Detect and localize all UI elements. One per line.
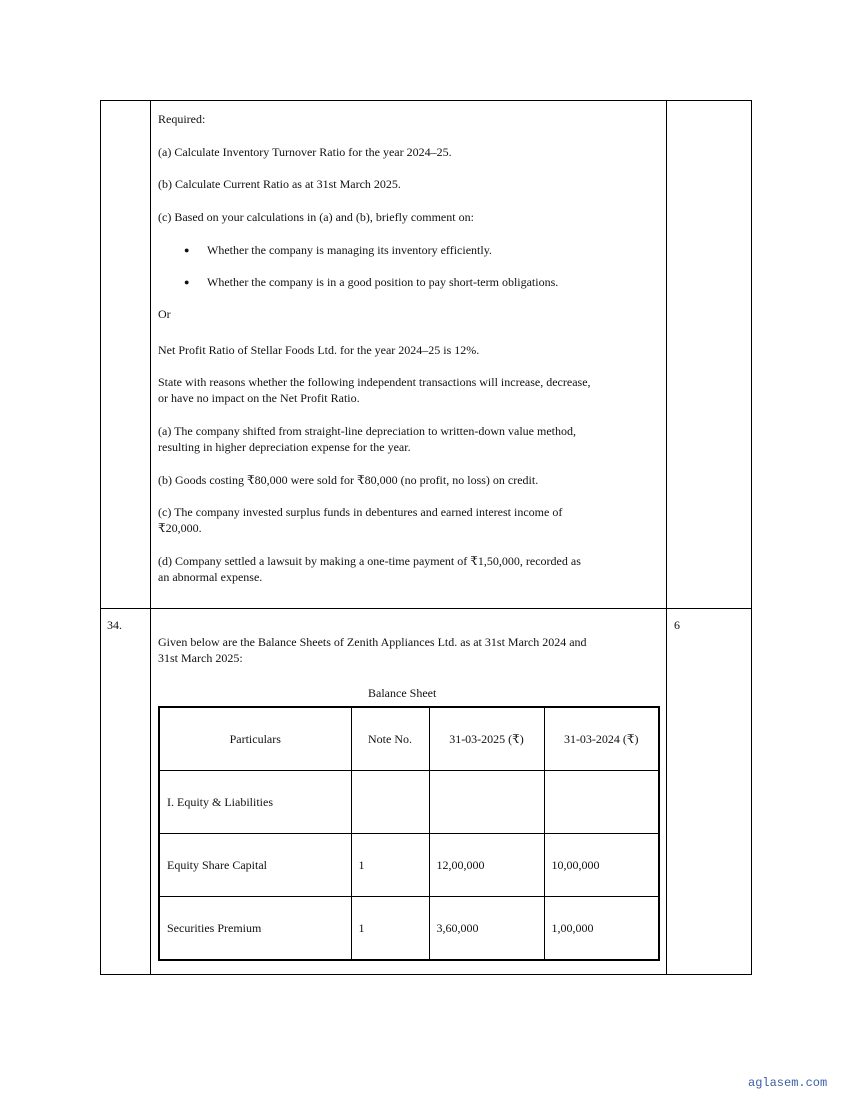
table-header-row: [159, 707, 659, 771]
header-cell: 31-03-2025 (₹): [429, 707, 544, 771]
bullet-icon: ●: [184, 245, 190, 255]
table-cell: I. Equity & Liabilities: [159, 771, 351, 834]
bullet-item: Whether the company is managing its inventory efficiently.: [207, 243, 492, 257]
question-intro: 31st March 2025:: [158, 651, 243, 665]
transaction-item-a: resulting in higher depreciation expense for the year.: [158, 440, 411, 454]
table-cell: [351, 771, 429, 834]
column-divider-2: [666, 100, 667, 975]
table-cell: 1: [351, 897, 429, 961]
table-row: [159, 897, 659, 961]
table-title: Balance Sheet: [368, 686, 437, 700]
question-marks: 6: [674, 618, 680, 632]
header-cell: 31-03-2024 (₹): [544, 707, 659, 771]
or-label: Or: [158, 307, 171, 321]
bullet-item: Whether the company is in a good position to pay short-term obligations.: [207, 275, 559, 289]
transaction-item-c: ₹20,000.: [158, 521, 202, 535]
header-cell: Note No.: [351, 707, 429, 771]
table-cell: [429, 771, 544, 834]
transaction-item-c: (c) The company invested surplus funds in debentures and earned interest income of: [158, 505, 563, 519]
table-cell: [544, 771, 659, 834]
question-intro: Given below are the Balance Sheets of Zenith Appliances Ltd. as at 31st March 2024 and: [158, 635, 587, 649]
bullet-icon: ●: [184, 277, 190, 287]
table-cell: 10,00,000: [544, 834, 659, 897]
column-divider-1: [150, 100, 151, 975]
part-b-text: (b) Calculate Current Ratio as at 31st March 2025.: [158, 177, 401, 191]
table-cell: 1,00,000: [544, 897, 659, 961]
instruction-line: State with reasons whether the following independent transactions will increase, decrease,: [158, 375, 591, 389]
table-cell: Equity Share Capital: [159, 834, 351, 897]
balance-sheet-table: [158, 706, 660, 961]
part-c-text: (c) Based on your calculations in (a) and (b), briefly comment on:: [158, 210, 474, 224]
transaction-item-d: an abnormal expense.: [158, 570, 263, 584]
table-row: [159, 834, 659, 897]
required-label: Required:: [158, 112, 206, 126]
transaction-item-a: (a) The company shifted from straight-line depreciation to written-down value method,: [158, 424, 576, 438]
table-row: [159, 771, 659, 834]
table-cell: 12,00,000: [429, 834, 544, 897]
table-cell: 1: [351, 834, 429, 897]
footer-watermark: aglasem.com: [748, 1076, 828, 1090]
question-number: 34.: [107, 618, 122, 632]
instruction-line: or have no impact on the Net Profit Ratio.: [158, 391, 360, 405]
row-divider: [100, 608, 752, 609]
npr-statement: Net Profit Ratio of Stellar Foods Ltd. for the year 2024–25 is 12%.: [158, 343, 480, 357]
transaction-item-d: (d) Company settled a lawsuit by making a one-time payment of ₹1,50,000, recorded as: [158, 554, 581, 568]
part-a-text: (a) Calculate Inventory Turnover Ratio for the year 2024–25.: [158, 145, 452, 159]
table-cell: 3,60,000: [429, 897, 544, 961]
table-cell: Securities Premium: [159, 897, 351, 961]
header-cell: Particulars: [159, 707, 351, 771]
transaction-item-b: (b) Goods costing ₹80,000 were sold for ₹80,000 (no profit, no loss) on credit.: [158, 473, 539, 487]
